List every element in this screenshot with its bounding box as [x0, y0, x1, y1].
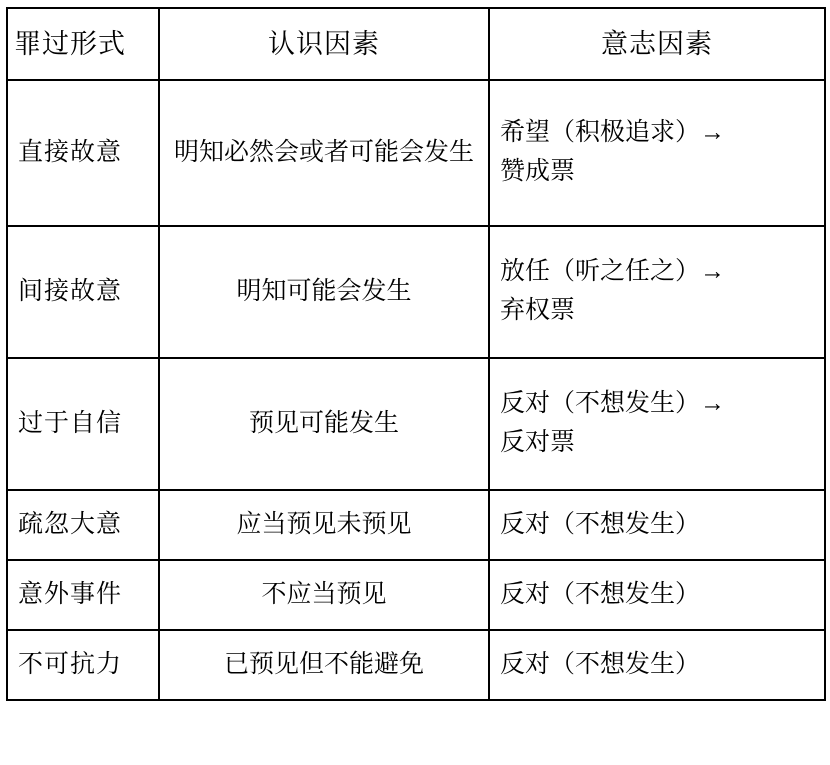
cell-cognition: 预见可能发生: [159, 358, 489, 490]
cell-cognition: 明知必然会或者可能会发生: [159, 80, 489, 226]
table-body: [7, 80, 825, 700]
table-row: [7, 490, 825, 560]
column-header-fault-form: 罪过形式: [7, 8, 159, 80]
criminal-fault-table: [6, 7, 826, 701]
cell-cognition: 不应当预见: [159, 560, 489, 630]
table-row: [7, 226, 825, 358]
cell-fault-form: 过于自信: [7, 358, 159, 490]
cell-volition: 反对（不想发生）: [489, 490, 825, 560]
cell-fault-form: 不可抗力: [7, 630, 159, 700]
volition-line-1: 反对（不想发生）→: [500, 390, 726, 418]
volition-line-2: 反对票: [500, 429, 576, 456]
volition-line-1: 放任（听之任之）→: [500, 258, 726, 286]
cell-fault-form: 直接故意: [7, 80, 159, 226]
table-row: [7, 560, 825, 630]
table-row: [7, 630, 825, 700]
cell-cognition: 应当预见未预见: [159, 490, 489, 560]
cell-fault-form: 疏忽大意: [7, 490, 159, 560]
table-row: [7, 80, 825, 226]
volition-line-2: 赞成票: [500, 158, 576, 185]
cell-volition: [489, 80, 825, 226]
cell-volition: 反对（不想发生）: [489, 630, 825, 700]
column-header-cognition: 认识因素: [159, 8, 489, 80]
cell-cognition: 已预见但不能避免: [159, 630, 489, 700]
table-header-row: [7, 8, 825, 80]
table-header: [7, 8, 825, 80]
cell-fault-form: 间接故意: [7, 226, 159, 358]
cell-fault-form: 意外事件: [7, 560, 159, 630]
cell-cognition: 明知可能会发生: [159, 226, 489, 358]
volition-line-1: 希望（积极追求）→: [500, 119, 726, 147]
cell-volition: [489, 226, 825, 358]
column-header-volition: 意志因素: [489, 8, 825, 80]
table-row: [7, 358, 825, 490]
cell-volition: [489, 358, 825, 490]
volition-line-2: 弃权票: [500, 297, 576, 324]
cell-volition: 反对（不想发生）: [489, 560, 825, 630]
